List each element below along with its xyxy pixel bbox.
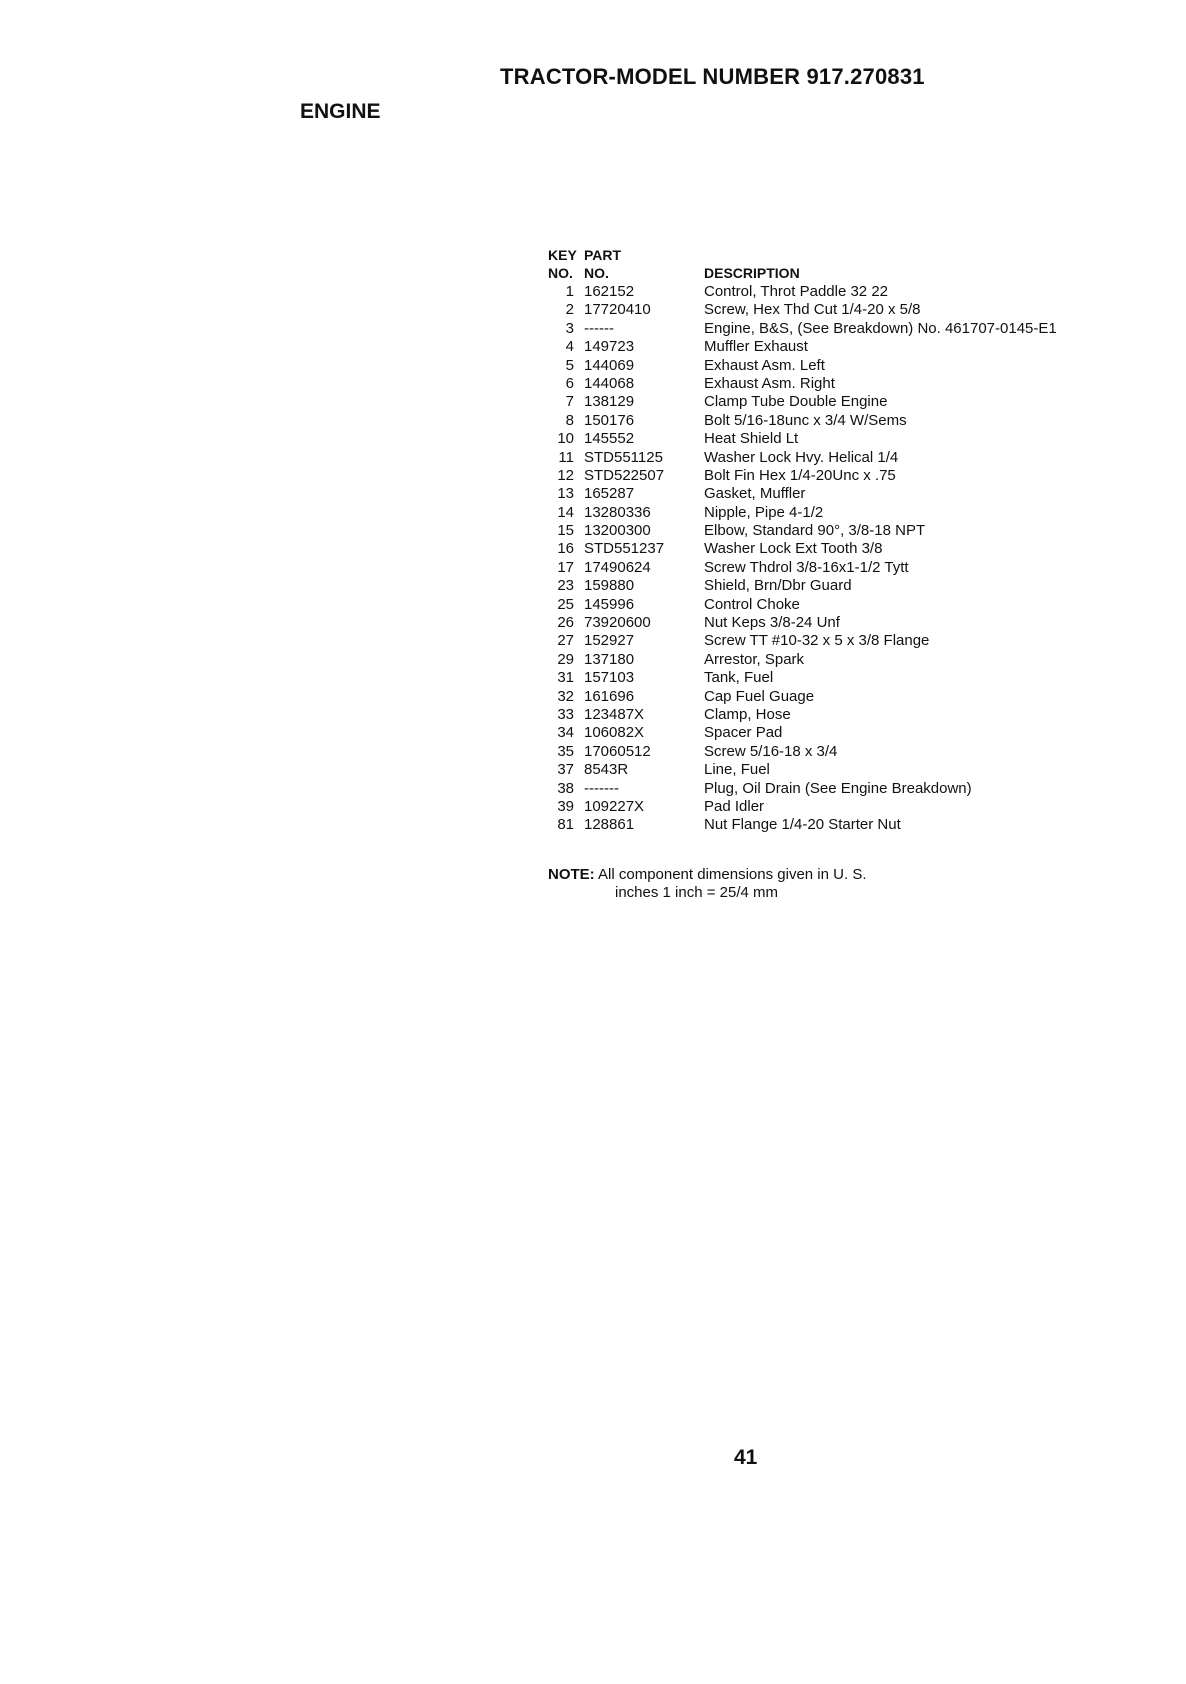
row-part-no: 145552: [584, 430, 635, 448]
row-description: Pad Idler: [704, 797, 765, 815]
row-part-no: 165287: [584, 485, 635, 503]
row-key-no: 34: [557, 724, 574, 742]
row-part-no: STD522507: [584, 466, 665, 484]
row-part-no: 17060512: [584, 742, 651, 760]
row-description: Line, Fuel: [704, 761, 770, 779]
row-key-no: 1: [565, 283, 574, 300]
row-description: Screw Thdrol 3/8-16x1-1/2 Tytt: [704, 558, 909, 576]
row-part-no: STD551125: [584, 448, 663, 466]
page-number: 41: [734, 1446, 758, 1469]
row-key-no: 3: [565, 319, 574, 337]
row-key-no: 37: [557, 761, 574, 779]
row-key-no: 29: [557, 650, 574, 668]
row-description: Elbow, Standard 90°, 3/8-18 NPT: [704, 522, 926, 540]
row-key-no: 31: [557, 669, 574, 687]
row-key-no: 6: [565, 374, 574, 392]
row-description: Washer Lock Ext Tooth 3/8: [704, 540, 883, 558]
row-key-no: 10: [557, 430, 574, 448]
row-description: Bolt 5/16-18unc x 3/4 W/Sems: [704, 411, 907, 429]
row-part-no: 109227X: [584, 797, 645, 815]
row-key-no: 25: [557, 595, 574, 613]
row-key-no: 13: [557, 485, 574, 503]
row-part-no: 144068: [584, 374, 635, 392]
row-part-no: 145996: [584, 595, 635, 613]
row-key-no: 27: [557, 632, 574, 650]
row-part-no: 123487X: [584, 705, 645, 723]
row-description: Arrestor, Spark: [704, 650, 805, 668]
row-part-no: -------: [584, 779, 619, 797]
row-part-no: 150176: [584, 411, 635, 429]
row-part-no: 162152: [584, 283, 635, 300]
row-description: Clamp Tube Double Engine: [704, 393, 888, 411]
row-key-no: 4: [565, 338, 574, 356]
row-key-no: 11: [558, 448, 574, 466]
section-title: ENGINE: [300, 100, 381, 123]
row-description: Shield, Brn/Dbr Guard: [704, 577, 852, 595]
row-part-no: 73920600: [584, 614, 651, 632]
row-description: Control Choke: [704, 595, 800, 613]
row-key-no: 32: [557, 687, 574, 705]
row-description: Cap Fuel Guage: [704, 687, 815, 705]
note: [548, 866, 867, 901]
row-part-no: 8543R: [584, 761, 629, 779]
row-description: Screw 5/16-18 x 3/4: [704, 742, 838, 760]
row-part-no: 128861: [584, 816, 635, 834]
header-description: DESCRIPTION: [704, 265, 800, 281]
row-key-no: 23: [557, 577, 574, 595]
row-part-no: 149723: [584, 338, 635, 356]
row-description: Nut Flange 1/4-20 Starter Nut: [704, 816, 901, 834]
row-part-no: 144069: [584, 356, 635, 374]
row-part-no: 17720410: [584, 301, 651, 319]
row-description: Clamp, Hose: [704, 705, 791, 723]
row-part-no: 137180: [584, 650, 635, 668]
row-description: Bolt Fin Hex 1/4-20Unc x .75: [704, 466, 896, 484]
row-part-no: STD551237: [584, 540, 665, 558]
row-description: Nut Keps 3/8-24 Unf: [704, 614, 840, 632]
row-description: Heat Shield Lt: [704, 430, 799, 448]
row-key-no: 39: [557, 797, 574, 815]
row-key-no: 2: [565, 301, 574, 319]
note-label: NOTE:: [548, 866, 595, 883]
page-title: TRACTOR-MODEL NUMBER 917.270831: [500, 64, 925, 89]
row-key-no: 35: [557, 742, 574, 760]
row-description: Exhaust Asm. Left: [704, 356, 825, 374]
row-description: Engine, B&S, (See Breakdown) No. 461707-0145-E1: [704, 319, 1057, 337]
row-part-no: 157103: [584, 669, 635, 687]
row-key-no: 38: [557, 779, 574, 797]
row-key-no: 17: [557, 558, 574, 576]
note-line-2: inches 1 inch = 25/4 mm: [615, 884, 779, 901]
header-key-top: KEY: [548, 247, 577, 263]
row-key-no: 81: [557, 816, 574, 834]
row-key-no: 8: [565, 411, 574, 429]
row-key-no: 14: [557, 503, 574, 521]
row-description: Control, Throt Paddle 32 22: [704, 283, 889, 300]
row-key-no: 7: [565, 393, 574, 411]
row-part-no: 13280336: [584, 503, 651, 521]
row-description: Screw TT #10-32 x 5 x 3/8 Flange: [704, 632, 930, 650]
row-description: Nipple, Pipe 4-1/2: [704, 503, 824, 521]
header-part-top: PART: [584, 247, 622, 263]
row-key-no: 33: [557, 705, 574, 723]
row-part-no: 152927: [584, 632, 635, 650]
row-description: Gasket, Muffler: [704, 485, 806, 503]
row-key-no: 16: [557, 540, 574, 558]
row-key-no: 15: [557, 522, 574, 540]
note-line-1: All component dimensions given in U. S.: [598, 866, 867, 883]
row-part-no: 161696: [584, 687, 635, 705]
row-description: Plug, Oil Drain (See Engine Breakdown): [704, 779, 972, 797]
row-description: Spacer Pad: [704, 724, 783, 742]
row-part-no: 13200300: [584, 522, 651, 540]
row-key-no: 26: [557, 614, 574, 632]
row-key-no: 12: [557, 466, 574, 484]
row-description: Screw, Hex Thd Cut 1/4-20 x 5/8: [704, 301, 921, 319]
row-part-no: 138129: [584, 393, 635, 411]
row-part-no: ------: [584, 319, 614, 337]
row-part-no: 106082X: [584, 724, 645, 742]
row-description: Exhaust Asm. Right: [704, 374, 835, 392]
row-key-no: 5: [565, 356, 574, 374]
row-part-no: 17490624: [584, 558, 651, 576]
header-key-bottom: NO.: [548, 265, 573, 281]
row-description: Washer Lock Hvy. Helical 1/4: [704, 448, 899, 466]
row-part-no: 159880: [584, 577, 635, 595]
header-part-bottom: NO.: [584, 265, 609, 281]
row-description: Muffler Exhaust: [704, 338, 808, 356]
row-description: Tank, Fuel: [704, 669, 774, 687]
